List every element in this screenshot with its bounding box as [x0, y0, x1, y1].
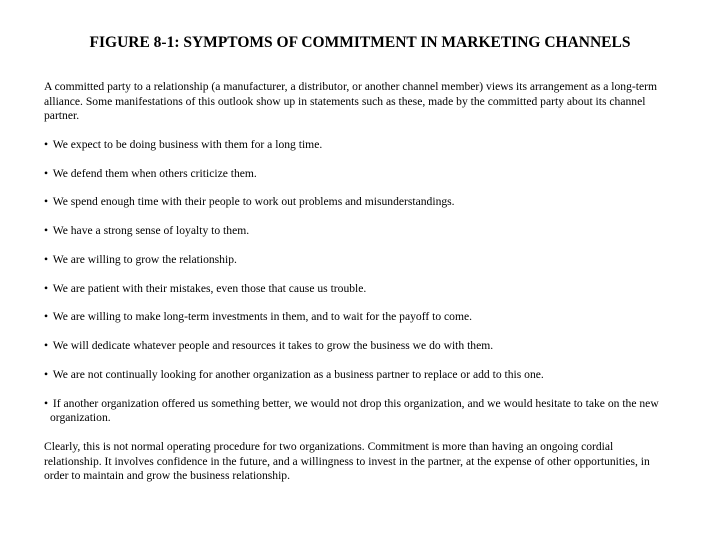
list-item	[44, 282, 670, 297]
bullet-icon: •	[44, 310, 49, 324]
list-item	[44, 167, 670, 182]
bullet-icon: •	[44, 137, 49, 151]
list-item	[44, 368, 670, 383]
bullet-icon: •	[44, 396, 49, 410]
figure-title: FIGURE 8-1: SYMPTOMS OF COMMITMENT IN MARKETING CHANNELS	[89, 34, 631, 51]
list-item-text: If another organization offered us something better, we would not drop this organization, and we would hesitate to take on the new organization.	[50, 396, 659, 425]
list-item-text: We are willing to make long-term investments in them, and to wait for the payoff to come.	[52, 310, 473, 324]
list-item	[44, 224, 670, 239]
list-item	[44, 195, 670, 210]
list-item-text: We spend enough time with their people to work out problems and misunderstandings.	[52, 195, 455, 209]
bullet-icon: •	[44, 224, 49, 238]
list-item-text: We are patient with their mistakes, even those that cause us trouble.	[52, 281, 367, 295]
list-item-text: We are willing to grow the relationship.	[52, 252, 237, 266]
bullet-icon: •	[44, 166, 49, 180]
list-item-text: We have a strong sense of loyalty to them.	[52, 224, 250, 238]
list-item	[44, 310, 670, 325]
list-item	[44, 339, 670, 354]
list-item-text: We are not continually looking for another organization as a business partner to replace or add to this one.	[52, 368, 544, 382]
list-item-text: We defend them when others criticize them.	[52, 166, 257, 180]
list-item-text: We will dedicate whatever people and resources it takes to grow the business we do with them.	[52, 339, 494, 353]
list-item	[44, 397, 670, 426]
bullet-icon: •	[44, 339, 49, 353]
bullet-icon: •	[44, 195, 49, 209]
commitment-symptom-list	[44, 138, 670, 426]
bullet-icon: •	[44, 252, 49, 266]
intro-paragraph: A committed party to a relationship (a manufacturer, a distributor, or another channel member) views its arrangement as a long-term alliance. Some manifestations of this outlook show up in statements such as these, made by the committed party about its channel partner.	[44, 80, 658, 123]
bullet-icon: •	[44, 281, 49, 295]
bullet-icon: •	[44, 368, 49, 382]
figure-body	[44, 80, 670, 484]
list-item	[44, 138, 670, 153]
closing-paragraph: Clearly, this is not normal operating procedure for two organizations. Commitment is more than having an ongoing cordial relationship. It involves confidence in the future, and a willingness to invest in the partner, at the expense of other opportunities, in order to maintain and grow the business relationship.	[44, 440, 650, 483]
list-item	[44, 253, 670, 268]
list-item-text: We expect to be doing business with them for a long time.	[52, 137, 323, 151]
